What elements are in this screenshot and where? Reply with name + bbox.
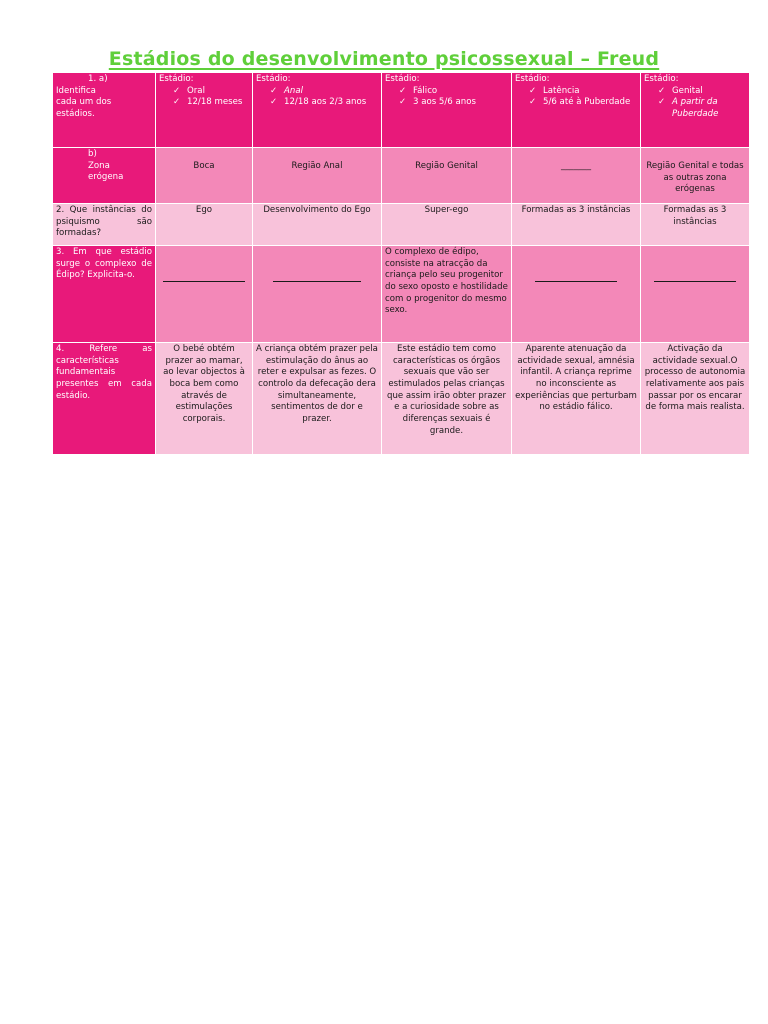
zone-text: Boca: [193, 161, 215, 171]
zone-text: Região Anal: [291, 161, 343, 171]
zone-phalic-cell: [382, 148, 512, 204]
question-1a-text-line: estádios.: [56, 109, 95, 120]
check-item: ✓ 5/6 até à Puberdade: [529, 97, 637, 109]
page-title: Estádios do desenvolvimento psicossexual – Freud: [108, 48, 660, 70]
question-1b-number: b): [88, 149, 97, 159]
oedipus-latency-cell: [512, 246, 641, 343]
stage-heading: Estádio:: [385, 74, 420, 84]
zone-text: _______: [560, 161, 592, 171]
instance-genital-cell: Formadas as 3 instâncias: [641, 204, 750, 246]
stage-heading: Estádio:: [256, 74, 291, 84]
freud-stages-table: [52, 72, 750, 455]
check-item: ✓ 3 aos 5/6 anos: [399, 97, 508, 109]
zone-oral-cell: [156, 148, 253, 204]
check-item: ✓ 12/18 meses: [173, 97, 249, 109]
traits-latency-cell: Aparente atenuação da actividade sexual, amnésia infantil. A criança reprime no inconsciente as experiências que perturbam no estádio fálico.: [512, 343, 641, 455]
question-3-cell: 3. Em que estádio surge o complexo de Édipo? Explicita-o.: [53, 246, 156, 343]
oedipus-anal-cell: [253, 246, 382, 343]
zone-anal-cell: [253, 148, 382, 204]
stage-checklist: [256, 86, 378, 109]
question-1b-text-line: Zona: [88, 160, 110, 171]
stage-latency-cell: [512, 73, 641, 148]
table-row: [53, 204, 750, 246]
check-item: ✓ Genital: [658, 86, 746, 98]
check-item: ✓ Fálico: [399, 86, 508, 98]
question-4-cell: 4. Refere as características fundamentais presentes em cada estádio.: [53, 343, 156, 455]
stage-heading: Estádio:: [159, 74, 194, 84]
stage-anal-cell: [253, 73, 382, 148]
question-1b-text-line: erógena: [88, 172, 124, 183]
stage-checklist: [515, 86, 637, 109]
instance-anal-cell: Desenvolvimento do Ego: [253, 204, 382, 246]
instance-latency-cell: Formadas as 3 instâncias: [512, 204, 641, 246]
oedipus-phalic-cell: O complexo de édipo, consiste na atracção da criança pelo seu progenitor do sexo oposto e hostilidade com o progenitor do mesmo sexo.: [382, 246, 512, 343]
instance-phalic-cell: Super-ego: [382, 204, 512, 246]
stage-checklist: [644, 86, 746, 121]
zone-text: Região Genital: [415, 161, 478, 171]
question-1a-cell: [53, 73, 156, 148]
table-row: [53, 148, 750, 204]
stage-phalic-cell: [382, 73, 512, 148]
stage-heading: Estádio:: [515, 74, 550, 84]
oedipus-oral-cell: [156, 246, 253, 343]
stage-checklist: [159, 86, 249, 109]
check-item: ✓ Latência: [529, 86, 637, 98]
blank-line: [273, 281, 361, 282]
blank-line: [163, 281, 245, 282]
traits-phalic-cell: Este estádio tem como características os órgãos sexuais que vão ser estimulados pelas crianças que assim irão obter prazer e a curiosidade sobre as diferenças sexuais é grande.: [382, 343, 512, 455]
table-row: [53, 343, 750, 455]
stage-genital-cell: [641, 73, 750, 148]
instance-oral-cell: Ego: [156, 204, 253, 246]
zone-text: Região Genital e todas as outras zona erógenas: [646, 161, 744, 195]
question-1a-text-line: cada um dos: [56, 97, 112, 108]
question-1a-text-line: Identifica: [56, 85, 96, 96]
question-1b-cell: [53, 148, 156, 204]
blank-line: [535, 281, 617, 282]
oedipus-genital-cell: [641, 246, 750, 343]
table-row: [53, 73, 750, 148]
question-1a-number: 1. a): [88, 74, 108, 84]
check-item: ✓ Anal: [270, 86, 378, 98]
stage-checklist: [385, 86, 508, 109]
check-item: ✓ Oral: [173, 86, 249, 98]
check-item: ✓ A partir da Puberdade: [658, 97, 746, 120]
question-2-cell: 2. Que instâncias do psiquismo são formadas?: [53, 204, 156, 246]
stage-oral-cell: [156, 73, 253, 148]
blank-line: [654, 281, 736, 282]
zone-latency-cell: [512, 148, 641, 204]
traits-genital-cell: Activação da actividade sexual.O processo de autonomia relativamente aos pais passar por os encarar de forma mais realista.: [641, 343, 750, 455]
traits-oral-cell: O bebé obtém prazer ao mamar, ao levar objectos à boca bem como através de estimulações corporais.: [156, 343, 253, 455]
traits-anal-cell: A criança obtém prazer pela estimulação do ânus ao reter e expulsar as fezes. O controlo da defecação dera simultaneamente, sentimentos de dor e prazer.: [253, 343, 382, 455]
table-row: [53, 246, 750, 343]
zone-genital-cell: [641, 148, 750, 204]
check-item: ✓ 12/18 aos 2/3 anos: [270, 97, 378, 109]
stage-heading: Estádio:: [644, 74, 679, 84]
